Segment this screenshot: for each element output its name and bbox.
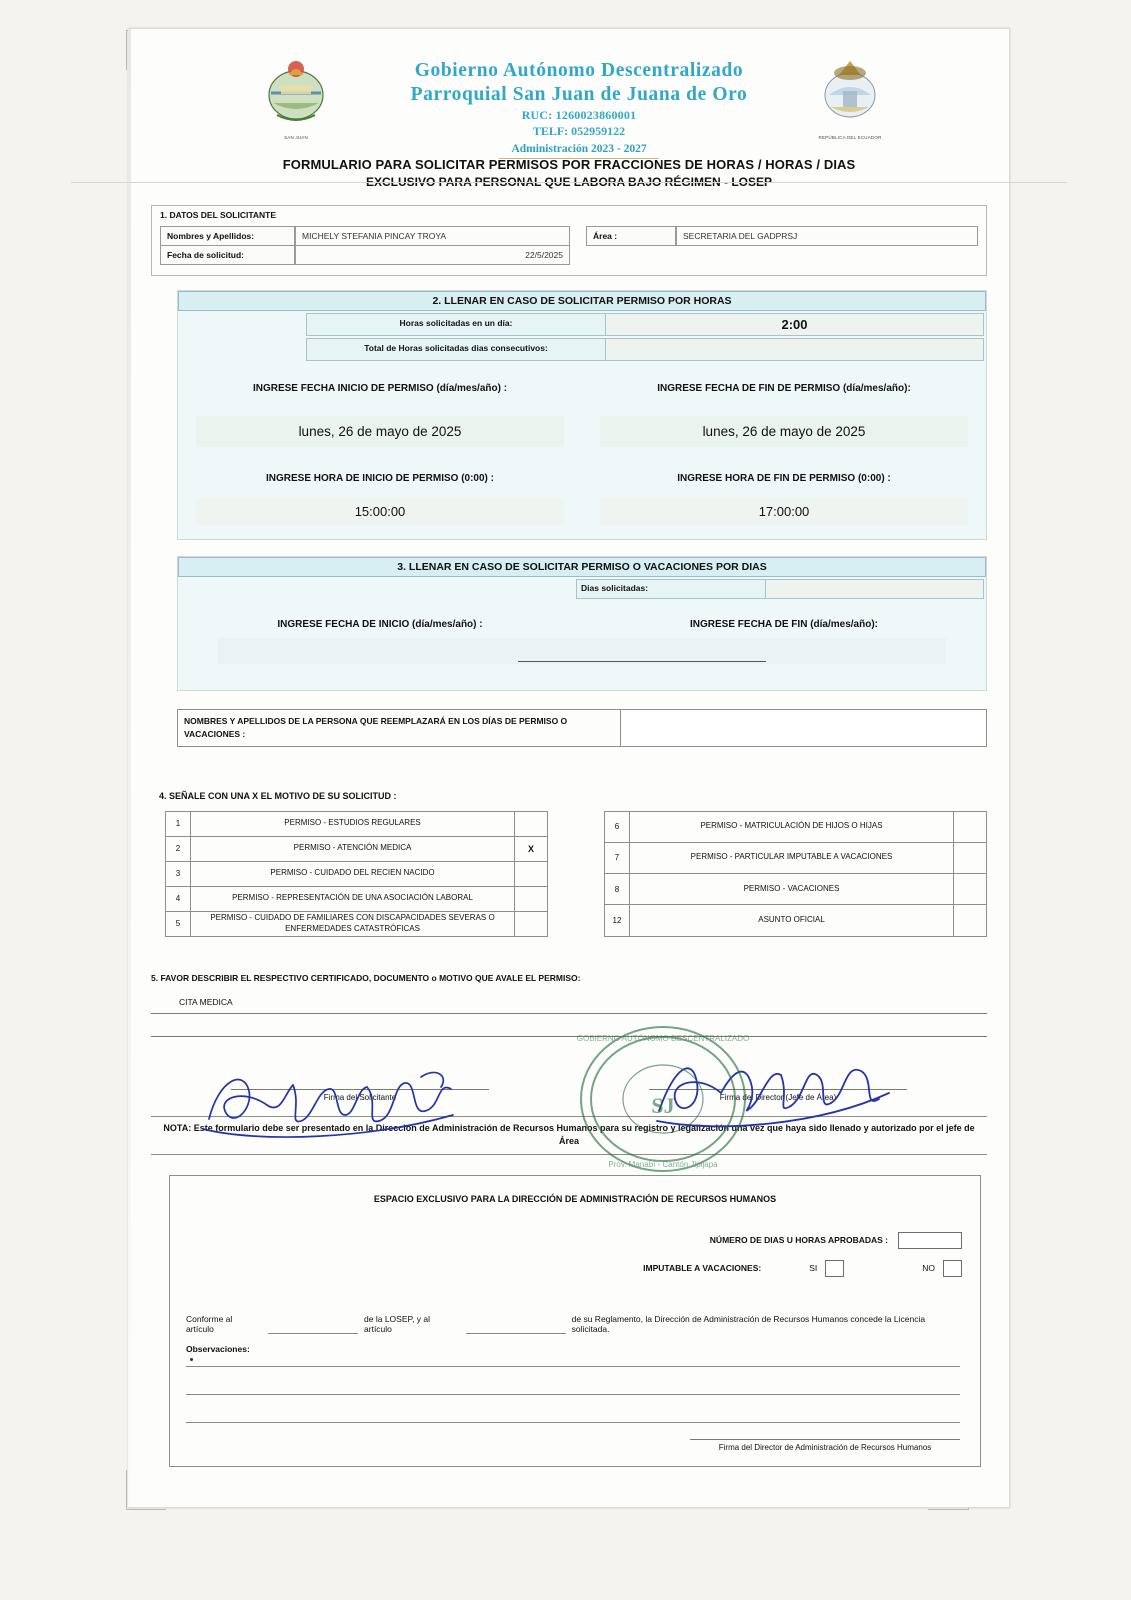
area-value[interactable]: SECRETARIA DEL GADPRSJ — [676, 226, 978, 246]
option-number: 1 — [166, 811, 191, 836]
section-1-applicant-data — [151, 205, 987, 276]
hr-director-signature-label: Firma del Director de Administración de Recursos Humanos — [718, 1442, 932, 1452]
option-mark[interactable] — [515, 886, 548, 911]
option-label: PERMISO - MATRICULACIÓN DE HIJOS O HIJAS — [630, 811, 954, 842]
total-hours-label: Total de Horas solicitadas dias consecutivos: — [306, 338, 606, 361]
permit-start-time-value[interactable]: 15:00:00 — [196, 498, 564, 525]
table-row[interactable] — [166, 886, 548, 911]
days-start-date-label: INGRESE FECHA DE INICIO (día/mes/año) : — [277, 619, 483, 630]
table-row[interactable] — [605, 905, 987, 936]
reason-options-left — [165, 811, 548, 937]
parish-crest-caption: SAN JUAN — [284, 135, 308, 140]
crop-mark — [126, 1470, 127, 1510]
article-number-field-2[interactable] — [466, 1333, 566, 1334]
days-date-values-area[interactable] — [218, 638, 946, 664]
option-mark[interactable] — [954, 811, 987, 842]
request-date-value[interactable]: 22/5/2025 — [295, 245, 570, 265]
applicant-signature-block — [151, 1089, 569, 1102]
crop-mark — [928, 1509, 968, 1510]
hr-director-signature-block — [690, 1439, 960, 1452]
director-signature-label: Firma del Director (Jefe de Área) — [719, 1092, 837, 1102]
justification-value[interactable]: CITA MEDICA — [151, 997, 987, 1014]
permit-start-date-value[interactable]: lunes, 26 de mayo de 2025 — [196, 416, 564, 447]
org-administration-period: Administración 2023 - 2027 — [499, 142, 658, 160]
table-row[interactable] — [166, 811, 548, 836]
replacement-person-row — [177, 709, 987, 747]
approved-days-row — [710, 1232, 962, 1249]
table-row[interactable] — [166, 911, 548, 936]
article-text-2: de la LOSEP, y al artículo — [364, 1313, 431, 1334]
article-number-field-1[interactable] — [268, 1333, 358, 1334]
table-row[interactable] — [605, 811, 987, 842]
hours-per-day-label: Horas solicitadas en un día: — [306, 313, 606, 336]
option-number: 2 — [166, 836, 191, 861]
option-number: 4 — [166, 886, 191, 911]
section-5-heading: 5. FAVOR DESCRIBIR EL RESPECTIVO CERTIFICADO, DOCUMENTO o MOTIVO QUE AVALE EL PERMISO: — [151, 972, 581, 983]
svg-text:SJ: SJ — [651, 1093, 675, 1118]
option-number: 12 — [605, 905, 630, 936]
article-line — [186, 1314, 964, 1334]
section-2-hours — [177, 290, 987, 540]
official-round-stamp — [559, 1017, 767, 1187]
section-4-heading: 4. SEÑALE CON UNA X EL MOTIVO DE SU SOLICITUD : — [159, 790, 397, 801]
permit-start-date-label: INGRESE FECHA INICIO DE PERMISO (día/mes/año) : — [252, 383, 508, 394]
observations-line-3[interactable] — [186, 1422, 960, 1423]
hr-only-section — [169, 1175, 981, 1467]
name-label: Nombres y Apellidos: — [160, 226, 295, 246]
parish-crest-icon — [259, 55, 333, 140]
days-end-date-label: INGRESE FECHA DE FIN (día/mes/año): — [690, 619, 878, 630]
org-phone: TELF: 052959122 — [532, 123, 626, 138]
article-text-3: de su Reglamento, la Dirección de Administración de Recursos Humanos concede la Licencia solicitada. — [571, 1313, 926, 1334]
permit-end-date-label: INGRESE FECHA DE FIN DE PERMISO (día/mes/año): — [657, 383, 911, 394]
permit-start-time-label: INGRESE HORA DE INICIO DE PERMISO (0:00) : — [266, 473, 494, 484]
no-label: NO — [922, 1263, 935, 1273]
imputable-row — [643, 1260, 962, 1277]
option-label: PERMISO - VACACIONES — [630, 874, 954, 905]
section-3-heading: 3. LLENAR EN CASO DE SOLICITAR PERMISO O VACACIONES POR DIAS — [178, 557, 986, 577]
org-name-line-2: Parroquial San Juan de Juana de Oro — [410, 83, 748, 105]
option-mark[interactable] — [954, 874, 987, 905]
option-mark[interactable] — [954, 842, 987, 873]
option-label: PERMISO - ATENCIÓN MEDICA — [191, 836, 515, 861]
si-label: SI — [809, 1263, 818, 1273]
option-label: PERMISO - CUIDADO DE FAMILIARES CON DISCAPACIDADES SEVERAS O ENFERMEDADES CATASTRÓFICAS — [191, 911, 515, 936]
option-mark[interactable] — [515, 811, 548, 836]
option-mark[interactable] — [515, 911, 548, 936]
applicant-signature-label: Firma del Solicitante — [323, 1092, 397, 1102]
form-sheet — [128, 28, 1010, 1508]
section-1-heading: 1. DATOS DEL SOLICITANTE — [160, 210, 277, 220]
article-text-1: Conforme al artículo — [186, 1313, 233, 1334]
option-label: ASUNTO OFICIAL — [630, 905, 954, 936]
option-label: PERMISO - CUIDADO DEL RECIEN NACIDO — [191, 861, 515, 886]
option-mark[interactable] — [515, 861, 548, 886]
hours-per-day-value[interactable]: 2:00 — [606, 313, 984, 336]
observations-line-1[interactable] — [186, 1366, 960, 1367]
national-crest-icon — [813, 55, 887, 140]
table-row[interactable] — [605, 874, 987, 905]
option-label: PERMISO - PARTICULAR IMPUTABLE A VACACIONES — [630, 842, 954, 873]
total-hours-value[interactable] — [606, 338, 984, 361]
replacement-value[interactable] — [621, 710, 986, 746]
option-mark[interactable] — [954, 905, 987, 936]
org-ruc: RUC: 1260023860001 — [521, 107, 637, 122]
table-row[interactable] — [166, 861, 548, 886]
svg-text:GOBIERNO AUTÓNOMO DESCENTRALIZ: GOBIERNO AUTÓNOMO DESCENTRALIZADO — [576, 1034, 750, 1043]
permit-end-time-label: INGRESE HORA DE FIN DE PERMISO (0:00) : — [677, 473, 891, 484]
no-checkbox[interactable] — [943, 1260, 962, 1277]
si-checkbox[interactable] — [825, 1260, 844, 1277]
reason-options-right — [604, 811, 987, 937]
days-requested-value[interactable] — [766, 579, 984, 599]
request-date-label: Fecha de solicitud: — [160, 245, 295, 265]
crop-mark — [126, 1509, 166, 1510]
form-title-line-1: FORMULARIO PARA SOLICITAR PERMISOS POR FRACCIONES DE HORAS / HORAS / DIAS — [282, 157, 856, 172]
option-number: 8 — [605, 874, 630, 905]
document-header — [151, 47, 987, 155]
imputable-label: IMPUTABLE A VACACIONES: — [643, 1263, 762, 1273]
option-label: PERMISO - ESTUDIOS REGULARES — [191, 811, 515, 836]
section-4-reason — [151, 791, 987, 937]
permit-end-time-value[interactable]: 17:00:00 — [600, 498, 968, 525]
note-prefix: NOTA: — [163, 1122, 192, 1133]
option-number: 7 — [605, 842, 630, 873]
hr-section-heading: ESPACIO EXCLUSIVO PARA LA DIRECCIÓN DE ADMINISTRACIÓN DE RECURSOS HUMANOS — [373, 1193, 777, 1204]
option-number: 6 — [605, 811, 630, 842]
option-label: PERMISO - REPRESENTACIÓN DE UNA ASOCIACIÓN LABORAL — [191, 886, 515, 911]
approved-days-field[interactable] — [898, 1232, 962, 1249]
replacement-label: NOMBRES Y APELLIDOS DE LA PERSONA QUE REEMPLAZARÁ EN LOS DÍAS DE PERMISO O VACACIONES : — [178, 710, 621, 746]
national-crest-caption: REPÚBLICA DEL ECUADOR — [818, 135, 882, 140]
section-3-days — [177, 556, 987, 691]
section-2-heading: 2. LLENAR EN CASO DE SOLICITAR PERMISO POR HORAS — [178, 291, 986, 311]
name-value[interactable]: MICHELY STEFANIA PINCAY TROYA — [295, 226, 570, 246]
observations-line-2[interactable] — [186, 1394, 960, 1395]
approved-days-label: NÚMERO DE DIAS U HORAS APROBADAS : — [709, 1235, 888, 1245]
area-label: Área : — [586, 226, 676, 246]
option-number: 3 — [166, 861, 191, 886]
option-mark[interactable]: X — [515, 836, 548, 861]
svg-text:Prov. Manabí - Cantón Jipijapa: Prov. Manabí - Cantón Jipijapa — [608, 1160, 718, 1169]
note-text: Este formulario debe ser presentado en la Dirección de Administración de Recursos Humanos para su registro y legalización una vez que haya sido llenado y autorizado por el jefe de Área — [193, 1122, 975, 1146]
crop-mark — [126, 30, 127, 70]
permit-end-date-value[interactable]: lunes, 26 de mayo de 2025 — [600, 416, 968, 447]
option-number: 5 — [166, 911, 191, 936]
observations-label: Observaciones: — [186, 1343, 250, 1354]
table-row[interactable] — [605, 842, 987, 873]
days-requested-label: Dias solicitadas: — [576, 579, 766, 599]
org-name-line-1: Gobierno Autónomo Descentralizado — [414, 60, 744, 81]
form-title-line-2: EXCLUSIVO PARA PERSONAL QUE LABORA BAJO RÉGIMEN - LOSEP — [151, 175, 987, 189]
table-row[interactable] — [166, 836, 548, 861]
